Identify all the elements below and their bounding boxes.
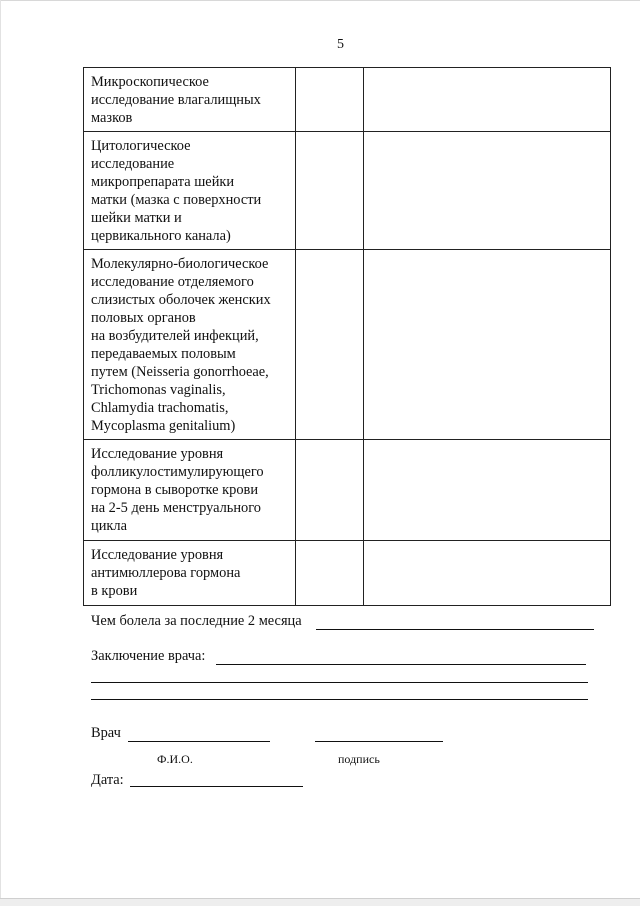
empty-cell xyxy=(364,440,611,541)
date-line[interactable] xyxy=(130,786,303,787)
conclusion-answer-line[interactable] xyxy=(91,699,588,700)
test-name-line: в крови xyxy=(91,583,138,599)
doctor-label: Врач xyxy=(91,725,121,741)
test-name-line: на 2-5 день менструального xyxy=(91,500,261,516)
test-name-cell xyxy=(84,440,296,541)
test-name-line: на возбудителей инфекций, xyxy=(91,328,259,344)
illness-label: Чем болела за последние 2 месяца xyxy=(91,613,302,629)
empty-cell xyxy=(296,440,364,541)
empty-cell xyxy=(296,541,364,606)
doctor-name-line[interactable] xyxy=(128,741,270,742)
tests-table xyxy=(83,67,611,606)
page-edge-left xyxy=(0,0,1,905)
table-row xyxy=(84,440,611,541)
empty-cell xyxy=(364,541,611,606)
empty-cell xyxy=(296,68,364,132)
test-name-line: Mycoplasma genitalium) xyxy=(91,418,236,434)
test-name-cell xyxy=(84,68,296,132)
table-row xyxy=(84,250,611,440)
test-name-line: мазков xyxy=(91,110,133,126)
test-name-line: цикла xyxy=(91,518,127,534)
conclusion-answer-line[interactable] xyxy=(91,682,588,683)
empty-cell xyxy=(364,250,611,440)
test-name-cell xyxy=(84,541,296,606)
test-name-cell xyxy=(84,132,296,250)
test-name-line: исследование xyxy=(91,156,175,172)
table-row xyxy=(84,132,611,250)
empty-cell xyxy=(364,68,611,132)
test-name-line: матки (мазка с поверхности xyxy=(91,192,262,208)
test-name-line: путем (Neisseria gonorrhoeae, xyxy=(91,364,269,380)
empty-cell xyxy=(296,250,364,440)
conclusion-label: Заключение врача: xyxy=(91,648,206,664)
page-number: 5 xyxy=(337,37,344,52)
table-row xyxy=(84,541,611,606)
test-name-cell xyxy=(84,250,296,440)
test-name-line: половых органов xyxy=(91,310,196,326)
test-name-line: исследование отделяемого xyxy=(91,274,254,290)
test-name-line: Микроскопическое xyxy=(91,74,209,90)
date-label: Дата: xyxy=(91,772,124,788)
empty-cell xyxy=(296,132,364,250)
test-name-line: шейки матки и xyxy=(91,210,182,226)
doctor-signature-line[interactable] xyxy=(315,741,443,742)
test-name-line: микропрепарата шейки xyxy=(91,174,235,190)
illness-answer-line[interactable] xyxy=(316,629,594,630)
fio-caption: Ф.И.О. xyxy=(157,752,193,766)
signature-caption: подпись xyxy=(338,752,380,766)
test-name-line: Молекулярно-биологическое xyxy=(91,256,269,272)
test-name-line: исследование влагалищных xyxy=(91,92,261,108)
test-name-line: слизистых оболочек женских xyxy=(91,292,271,308)
test-name-line: Исследование уровня xyxy=(91,547,224,563)
table-row xyxy=(84,68,611,132)
test-name-line: антимюллерова гормона xyxy=(91,565,241,581)
test-name-line: передаваемых половым xyxy=(91,346,236,362)
test-name-line: фолликулостимулирующего xyxy=(91,464,264,480)
page-edge-top xyxy=(0,0,640,1)
test-name-line: Chlamydia trachomatis, xyxy=(91,400,229,416)
test-name-line: Trichomonas vaginalis, xyxy=(91,382,226,398)
test-name-line: Цитологическое xyxy=(91,138,191,154)
empty-cell xyxy=(364,132,611,250)
conclusion-answer-line[interactable] xyxy=(216,664,586,665)
test-name-line: цервикального канала) xyxy=(91,228,231,244)
test-name-line: гормона в сыворотке крови xyxy=(91,482,259,498)
test-name-line: Исследование уровня xyxy=(91,446,224,462)
